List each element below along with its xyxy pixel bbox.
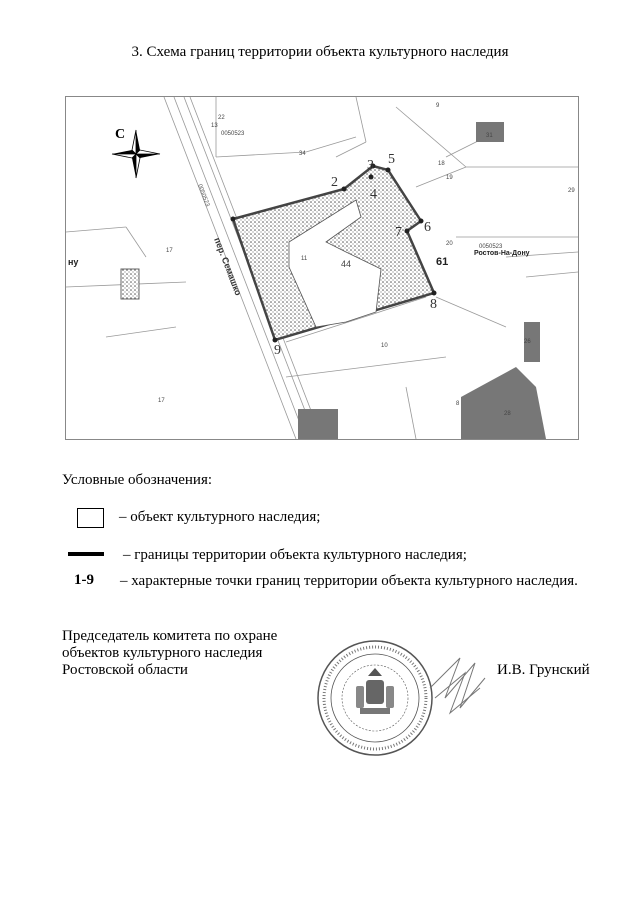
point-label-2: 2: [331, 175, 338, 190]
legend-heritage-object-text: – объект культурного наследия;: [119, 509, 321, 525]
lot-label-29: 29: [568, 188, 575, 194]
city-label: Ростов-На-Дону: [474, 250, 530, 257]
compass-icon: [112, 127, 160, 178]
point-label-6: 6: [424, 220, 431, 235]
legend-heritage-object-symbol: [77, 508, 104, 528]
point-label-3: 3: [367, 158, 374, 173]
lot-label-31: 31: [486, 133, 493, 139]
legend-boundary-line-symbol: [68, 552, 104, 556]
cadastral-label-2: 0050523: [479, 244, 503, 250]
cadastral-label-1: 0050523: [221, 131, 245, 137]
legend-title: Условные обозначения:: [62, 472, 213, 488]
compass-letter: С: [115, 127, 126, 142]
point-label-4: 4: [370, 187, 377, 202]
point-label-5: 5: [388, 152, 395, 167]
lot-label-26: 26: [524, 339, 531, 345]
lot-label-9: 9: [436, 103, 440, 109]
lot-label-22: 22: [218, 115, 225, 121]
seal-emblem: [356, 668, 394, 714]
lot-label-20: 20: [446, 241, 453, 247]
document-title: 3. Схема границ территории объекта культурного наследия: [131, 44, 509, 60]
street-cadastral-label: 0050523: [196, 183, 211, 208]
signatory-position-line-2: объектов культурного наследия: [62, 645, 263, 661]
lot-label-13: 13: [211, 123, 218, 129]
official-seal: [310, 628, 490, 768]
signatory-position: [62, 628, 277, 679]
point-label-7: 7: [395, 225, 402, 240]
legend-points-symbol: 1-9: [74, 572, 94, 588]
signatory-name: И.В. Грунский: [497, 662, 590, 678]
legend-boundary-text: – границы территории объекта культурного наследия;: [123, 547, 467, 563]
city-label-left: ну: [68, 257, 79, 267]
point-label-8: 8: [430, 297, 437, 312]
lot-label-17b: 17: [158, 398, 165, 404]
street-label: пер. Семашко: [212, 236, 244, 297]
lot-label-61: 61: [436, 256, 449, 268]
lot-label-34: 34: [299, 151, 306, 157]
signatory-position-line-1: Председатель комитета по охране: [62, 628, 278, 644]
lot-label-44: 44: [341, 259, 352, 269]
lot-label-10: 10: [381, 343, 388, 349]
signatory-position-line-3: Ростовской области: [62, 662, 188, 678]
map-canvas: [66, 97, 578, 439]
lot-label-11: 11: [301, 256, 308, 262]
point-label-9: 9: [274, 343, 281, 358]
lot-label-8: 8: [456, 401, 460, 407]
lot-label-19: 19: [446, 175, 453, 181]
legend-points-text: – характерные точки границ территории объекта культурного наследия.: [120, 573, 578, 589]
boundary-map: [65, 96, 579, 440]
signature-scribble: [430, 658, 485, 713]
lot-label-17a: 17: [166, 248, 173, 254]
lot-label-18: 18: [438, 161, 445, 167]
lot-label-28: 28: [504, 411, 511, 417]
